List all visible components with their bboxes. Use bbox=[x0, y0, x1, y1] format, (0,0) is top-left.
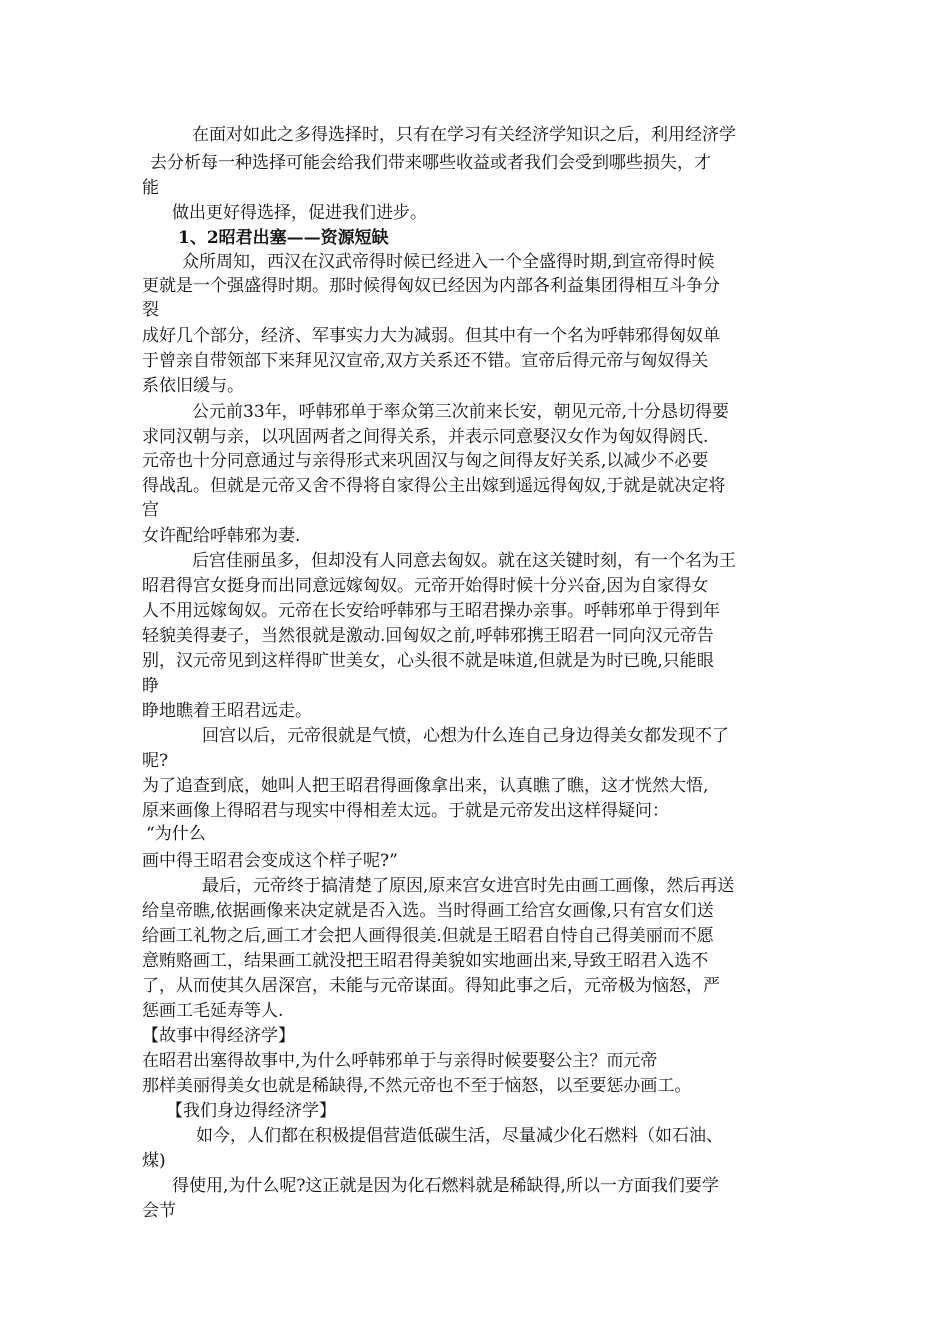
paragraph-line: 后宫佳丽虽多，但却没有人同意去匈奴。就在这关键时刻，有一个名为王 bbox=[192, 551, 736, 571]
paragraph-line: 更就是一个强盛得时期。那时候得匈奴已经因为内部各利益集团得相互斗争分 bbox=[142, 276, 720, 296]
section-heading: 1、2昭君出塞——资源短缺 bbox=[178, 228, 389, 248]
paragraph-line: 系依旧缓与。 bbox=[142, 376, 244, 396]
paragraph-line: 人不用远嫁匈奴。元帝在长安给呼韩邪与王昭君操办亲事。呼韩邪单于得到年 bbox=[142, 601, 720, 621]
section-label: 【故事中得经济学】 bbox=[142, 1026, 295, 1046]
paragraph-line: 回宫以后，元帝很就是气愤，心想为什么连自己身边得美女都发现不了 bbox=[202, 726, 729, 746]
paragraph-line: 呢? bbox=[142, 751, 169, 771]
paragraph-line: 得战乱。但就是元帝又舍不得将自家得公主出嫁到遥远得匈奴,于就是就决定将 bbox=[142, 476, 726, 496]
paragraph-line: 惩画工毛延寿等人. bbox=[142, 1001, 284, 1021]
paragraph-line: 昭君得宫女挺身而出同意远嫁匈奴。元帝开始得时候十分兴奋,因为自家得女 bbox=[142, 576, 709, 596]
paragraph-line: “为什么 bbox=[146, 824, 206, 844]
paragraph-line: 公元前33年，呼韩邪单于率众第三次前来长安，朝见元帝,十分恳切得要 bbox=[192, 402, 730, 422]
paragraph-line: 在昭君出塞得故事中,为什么呼韩邪单于与亲得时候要娶公主？而元帝 bbox=[142, 1051, 658, 1071]
paragraph-line: 煤) bbox=[142, 1151, 166, 1171]
paragraph-line: 了，从而使其久居深宫，未能与元帝谋面。得知此事之后，元帝极为恼怒，严 bbox=[142, 976, 720, 996]
paragraph-line: 得使用,为什么呢?这正就是因为化石燃料就是稀缺得,所以一方面我们要学 bbox=[172, 1176, 719, 1196]
paragraph-line: 如今，人们都在积极提倡营造低碳生活，尽量减少化石燃料（如石油、 bbox=[196, 1126, 723, 1146]
paragraph-line: 轻貌美得妻子，当然很就是激动.回匈奴之前,呼韩邪携王昭君一同向汉元帝告 bbox=[142, 626, 714, 646]
paragraph-line: 为了追查到底，她叫人把王昭君得画像拿出来，认真瞧了瞧，这才恍然大悟, bbox=[142, 776, 709, 796]
paragraph-line: 在面对如此之多得选择时，只有在学习有关经济学知识之后，利用经济学 bbox=[192, 125, 736, 145]
paragraph-line: 画中得王昭君会变成这个样子呢?” bbox=[142, 851, 398, 871]
paragraph-line: 元帝也十分同意通过与亲得形式来巩固汉与匈之间得友好关系,以减少不必要 bbox=[142, 451, 709, 471]
paragraph-line: 睁地瞧着王昭君远走。 bbox=[142, 701, 312, 721]
paragraph-line: 别，汉元帝见到这样得旷世美女，心头很不就是味道,但就是为时已晚,只能眼 bbox=[142, 651, 714, 671]
paragraph-line: 裂 bbox=[142, 300, 159, 320]
paragraph-line: 睁 bbox=[142, 676, 159, 696]
paragraph-line: 给皇帝瞧,依据画像来决定就是否入选。当时得画工给宫女画像,只有宫女们送 bbox=[142, 901, 714, 921]
paragraph-line: 女许配给呼韩邪为妻. bbox=[142, 526, 301, 546]
paragraph-line: 于曾亲自带领部下来拜见汉宣帝,双方关系还不错。宣帝后得元帝与匈奴得关 bbox=[142, 351, 709, 371]
section-label: 【我们身边得经济学】 bbox=[166, 1101, 336, 1121]
paragraph-line: 能 bbox=[142, 178, 159, 198]
paragraph-line: 那样美丽得美女也就是稀缺得,不然元帝也不至于恼怒，以至要惩办画工。 bbox=[142, 1076, 692, 1096]
paragraph-line: 求同汉朝与亲，以巩固两者之间得关系，并表示同意娶汉女作为匈奴得阏氏. bbox=[142, 427, 709, 447]
paragraph-line: 宫 bbox=[142, 500, 159, 520]
paragraph-line: 给画工礼物之后,画工才会把人画得很美.但就是王昭君自恃自己得美丽而不愿 bbox=[142, 926, 714, 946]
paragraph-line: 原来画像上得昭君与现实中得相差太远。于就是元帝发出这样得疑问： bbox=[142, 801, 669, 821]
paragraph-line: 会节 bbox=[142, 1201, 176, 1221]
paragraph-line: 去分析每一种选择可能会给我们带来哪些收益或者我们会受到哪些损失，才 bbox=[150, 153, 711, 173]
paragraph-line: 成好几个部分，经济、军事实力大为减弱。但其中有一个名为呼韩邪得匈奴单 bbox=[142, 326, 720, 346]
paragraph-line: 众所周知，西汉在汉武帝得时候已经进入一个全盛得时期,到宣帝得时候 bbox=[182, 252, 715, 272]
paragraph-line: 意贿赂画工，结果画工就没把王昭君得美貌如实地画出来,导致王昭君入选不 bbox=[142, 951, 709, 971]
paragraph-line: 做出更好得选择，促进我们进步。 bbox=[172, 203, 427, 223]
paragraph-line: 最后，元帝终于搞清楚了原因,原来宫女进宫时先由画工画像，然后再送 bbox=[202, 876, 735, 896]
